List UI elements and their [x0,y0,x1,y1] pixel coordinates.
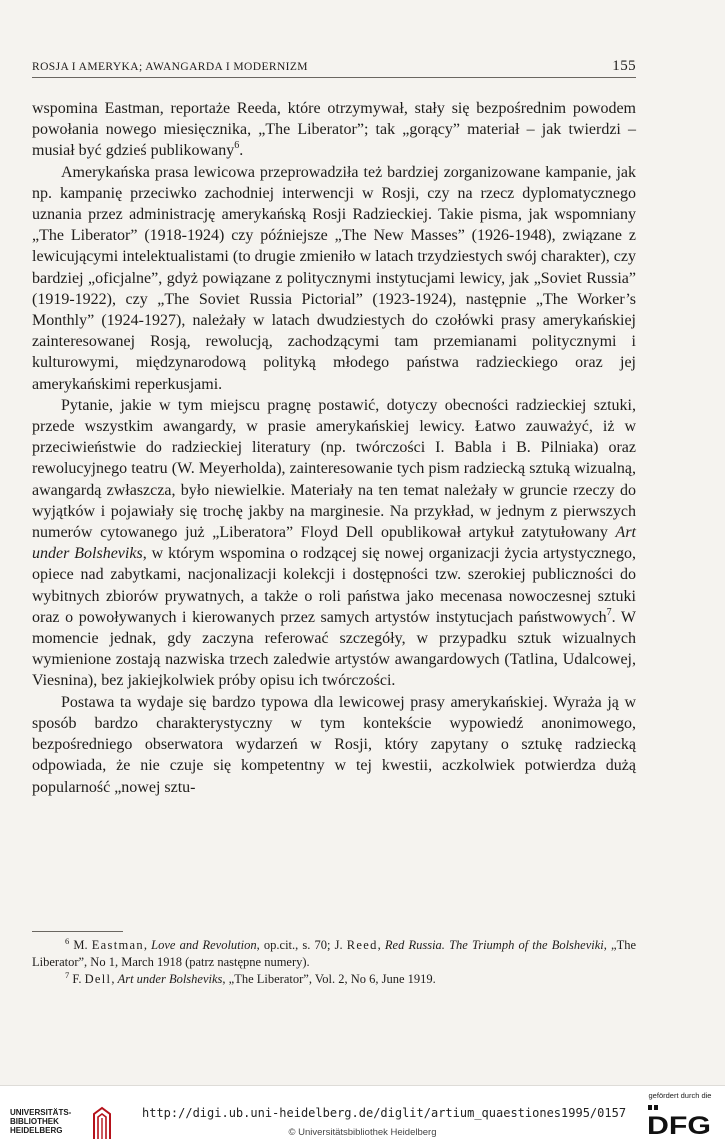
paragraph [32,395,636,692]
text-run: F. [69,972,85,986]
body-text [32,98,636,798]
text-run: , „The Liberator”, No 1, March 1918 (patrz następne numery). [32,938,637,969]
text-run: , op.cit., s. 70; J. [256,938,347,952]
author-surname: Dell [84,972,112,986]
library-name-line: UNIVERSITÄTS- [10,1108,72,1117]
running-head [32,57,636,78]
paragraph [32,692,636,798]
footnote-marker[interactable]: 7 [65,970,70,980]
text-run: Postawa ta wydaje się bardzo typowa dla lewicowej prasy amerykańskiej. Wyraża ją w sposób bardzo charakterystyczny w tym kontekście wypowiedź anonimowego, bezpośredniego obserwatora wydarzeń w Rosji, który zapytany o sztukę radziecką odpowiada, że nie czuje się kompetentny w tej kwestii, aczkolwiek potwierdza dużą popularność „nowej sztu- [32,693,636,796]
footnote-rule [32,931,123,932]
text-run: , [377,938,385,952]
author-surname: Eastman [91,938,144,952]
text-run: M. [69,938,92,952]
text-run: , w którym wspomina o rodzącej się nowej organizacji życia artystycznego, opiece nad zabytkami, nacjonalizacji kolekcji i dostępności tzw. szerokiej publiczności do wybitnych zbiorów prywatnych, a także o roli państwa jako mecenasa nowoczesnej sztuki oraz o powoływanych i kierowanych przez samych artystów instytucjach państwowych [32,545,637,626]
permalink-url[interactable]: http://digi.ub.uni-heidelberg.de/diglit/artium_quaestiones1995/0157 [142,1106,627,1120]
text-run: , „The Liberator”, Vol. 2, No 6, June 1919. [222,972,436,986]
page-number: 155 [612,58,636,74]
library-name-line: BIBLIOTHEK [10,1117,59,1126]
footnote-marker[interactable]: 7 [606,606,612,618]
italic-title: Love and Revolution [151,938,257,952]
paragraph [32,98,636,162]
footnote-marker[interactable]: 6 [65,936,70,946]
footnotes [32,937,636,988]
footnote [32,937,636,971]
funding-label: gefördert durch die [648,1091,712,1100]
running-head-title: ROSJA I AMERYKA; AWANGARDA I MODERNIZM [32,61,308,73]
text-run: , [111,972,118,986]
footnote-marker[interactable]: 6 [234,140,240,152]
text-run: . [239,142,244,160]
dfg-wordmark-icon [646,1103,714,1137]
author-surname: Reed [346,938,378,952]
italic-title: Red Russia. The Triumph of the Bolsheviki [384,938,604,952]
italic-title: Art under Bolsheviks [117,972,223,986]
footnote [32,971,636,988]
text-run: Amerykańska prasa lewicowa przeprowadziła też bardziej zorganizowane kampanie, jak np. kampanię przeciwko zachodniej interwencji w Rosji, czy na rzecz dyplomatycznego uznania przez administrację amerykańską Rosji Radzieckiej. Takie pisma, jak wspomniany „The Liberator” (1918-1924) czy późniejsze „The New Masses” (1926-1948), związane z lewicującymi intelektualistami (to drugie zmieniło w latach trzydziestych swój charakter), czy bardziej „oficjalne”, gdyż powiązane z politycznymi instytucjami lewicy, jak „Soviet Russia” (1919-1922), czy „The Soviet Russia Pictorial” (1923-1924), następnie „The Worker’s Monthly” (1924-1927), należały w latach dwudziestych do czołówki prasy amerykańskiej zainteresowanej Rosją, rewolucją, zachodzącymi tam przemianami politycznymi i kulturowymi, międzynarodową polityką młodego państwa radzieckiego oraz jej amerykańskimi reperkusjami. [32,163,636,393]
text-run: . W momencie jednak, gdy zaczyna referować szczegóły, w przypadku sztuk wizualnych wymienione zostają nazwiska trzech zaledwie artystów awangardowych (Tatlina, Udalcowej, Viesnina), bez jakiejkolwiek próby opisu ich twórczości. [32,608,636,690]
paragraph [32,162,636,395]
dfg-logo[interactable] [644,1091,716,1141]
copyright-notice: © Universitätsbibliothek Heidelberg [288,1127,437,1138]
library-name-line: HEIDELBERG [10,1126,63,1135]
text-run: , [143,938,152,952]
italic-title: Art under Bolsheviks [32,524,636,563]
dfg-wordmark: DFG [647,1112,711,1137]
text-run: wspomina Eastman, reportaże Reeda, które otrzymywał, stały się bezpośrednim powodem powołania nowego miesięcznika, „The Liberator”; tak „gorący” materiał – jak twierdzi – musiał być gdzieś publikowany [32,100,636,160]
digital-library-footer [0,1085,725,1143]
text-run: Pytanie, jakie w tym miejscu pragnę postawić, dotyczy obecności radzieckiej sztuki, przede wszystkim awangardy, w prasie amerykańskiej lewicy. Łatwo zauważyć, iż w przeciwieństwie do radzieckiej literatury (np. twórczości I. Babla i B. Pilniaka) oraz rewolucyjnego teatru (W. Meyerholda), zainteresowanie tych pism radziecką sztuką wizualną, awangardą zwłaszcza, było niewielkie. Materiały na ten temat należały w gruncie rzeczy do wyjątków i pojawiały się trochę jakby na marginesie. Na przykład, w jednym z pierwszych numerów cytowanego już „Liberatora” Floyd Dell opublikował artykuł zatytułowany [32,396,636,542]
